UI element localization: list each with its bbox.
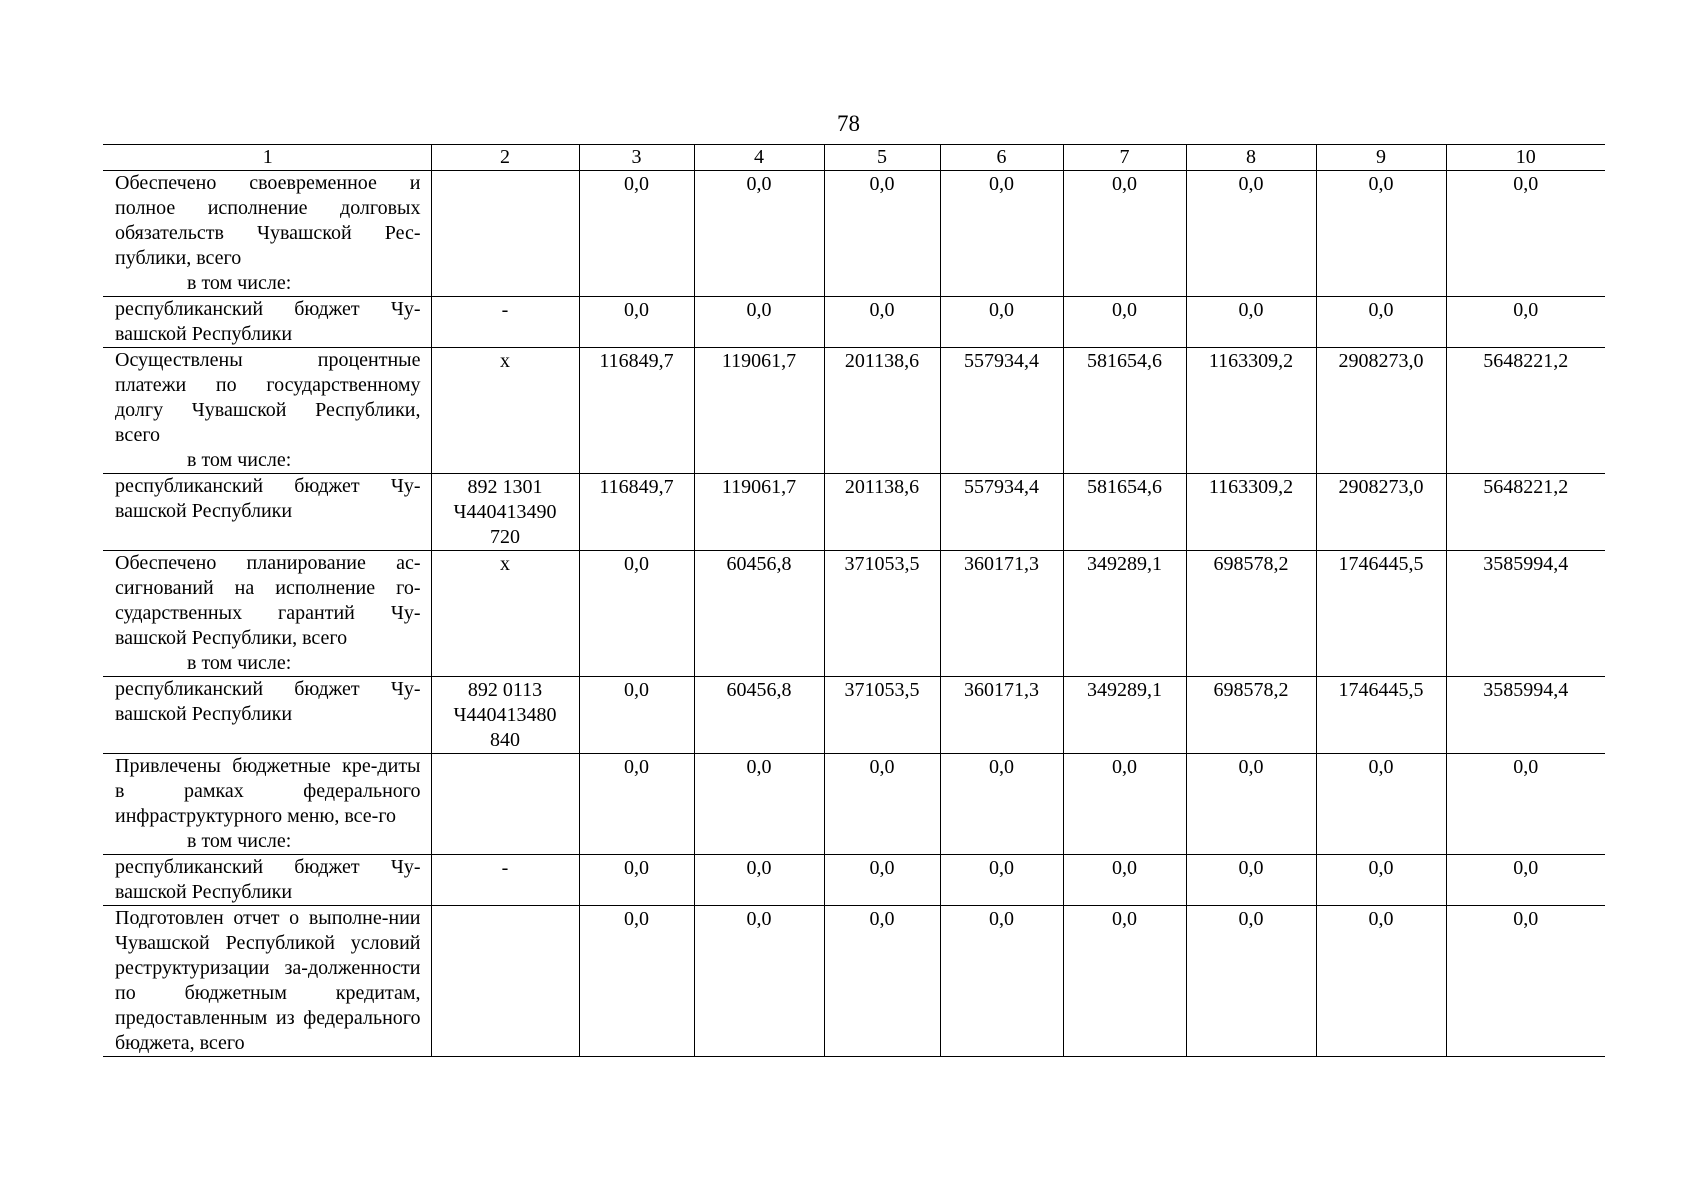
row-description: Подготовлен отчет о выполне-нии Чувашской Республикой условий реструктуризации за-долженности по бюджетным кредитам, предоставленным из федерального бюджета, всего (115, 907, 421, 1054)
value-cell: 557934,4 (940, 348, 1063, 474)
row-description: республиканский бюджет Чу-вашской Республики (115, 298, 421, 345)
value-cell: 0,0 (1063, 297, 1186, 348)
budget-code-cell: - (431, 297, 579, 348)
table-row (103, 474, 1605, 551)
row-description-cell (103, 348, 431, 474)
including-label: в том числе: (187, 272, 292, 294)
value-cell: 5648221,2 (1446, 474, 1605, 551)
value-cell: 60456,8 (694, 551, 824, 677)
value-cell: 0,0 (1063, 171, 1186, 297)
value-cell: 557934,4 (940, 474, 1063, 551)
including-label: в том числе: (187, 830, 292, 852)
value-cell: 1163309,2 (1186, 348, 1316, 474)
column-header: 1 (103, 145, 431, 171)
column-header: 6 (940, 145, 1063, 171)
value-cell: 119061,7 (694, 348, 824, 474)
row-description-cell (103, 754, 431, 855)
table-row (103, 297, 1605, 348)
value-cell: 0,0 (940, 855, 1063, 906)
column-header: 2 (431, 145, 579, 171)
value-cell: 2908273,0 (1316, 348, 1446, 474)
value-cell: 0,0 (1446, 297, 1605, 348)
value-cell: 360171,3 (940, 677, 1063, 754)
value-cell: 0,0 (579, 297, 694, 348)
value-cell: 0,0 (824, 855, 940, 906)
column-header: 3 (579, 145, 694, 171)
table-row (103, 677, 1605, 754)
row-description: республиканский бюджет Чу-вашской Республики (115, 856, 421, 903)
value-cell: 0,0 (1063, 906, 1186, 1057)
table-row (103, 348, 1605, 474)
value-cell: 0,0 (1186, 171, 1316, 297)
value-cell: 698578,2 (1186, 677, 1316, 754)
value-cell: 0,0 (1316, 754, 1446, 855)
value-cell: 201138,6 (824, 348, 940, 474)
value-cell: 371053,5 (824, 551, 940, 677)
row-description-cell (103, 677, 431, 754)
table-row (103, 171, 1605, 297)
value-cell: 0,0 (1446, 855, 1605, 906)
value-cell: 0,0 (940, 171, 1063, 297)
value-cell: 1746445,5 (1316, 677, 1446, 754)
column-header: 10 (1446, 145, 1605, 171)
value-cell: 3585994,4 (1446, 551, 1605, 677)
value-cell: 0,0 (579, 677, 694, 754)
column-header: 9 (1316, 145, 1446, 171)
row-description-cell (103, 906, 431, 1057)
including-label: в том числе: (187, 449, 292, 471)
column-number-row (103, 145, 1605, 171)
value-cell: 0,0 (824, 754, 940, 855)
value-cell: 0,0 (1316, 855, 1446, 906)
budget-code-cell: - (431, 855, 579, 906)
row-description: Обеспечено своевременное и полное исполнение долговых обязательств Чувашской Рес-публики, всего (115, 172, 421, 269)
row-description: Обеспечено планирование ас-сигнований на исполнение го-сударственных гарантий Чу-вашской Республики, всего (115, 552, 421, 649)
budget-code-cell: 892 0113 Ч440413480 840 (431, 677, 579, 754)
value-cell: 0,0 (940, 906, 1063, 1057)
value-cell: 0,0 (579, 855, 694, 906)
value-cell: 3585994,4 (1446, 677, 1605, 754)
value-cell: 201138,6 (824, 474, 940, 551)
value-cell: 0,0 (1186, 754, 1316, 855)
value-cell: 0,0 (694, 855, 824, 906)
row-description: республиканский бюджет Чу-вашской Республики (115, 475, 421, 522)
page-number: 78 (837, 111, 860, 136)
value-cell: 0,0 (824, 906, 940, 1057)
value-cell: 0,0 (1316, 171, 1446, 297)
value-cell: 116849,7 (579, 348, 694, 474)
column-header: 8 (1186, 145, 1316, 171)
value-cell: 1163309,2 (1186, 474, 1316, 551)
value-cell: 2908273,0 (1316, 474, 1446, 551)
value-cell: 0,0 (940, 754, 1063, 855)
value-cell: 0,0 (579, 906, 694, 1057)
value-cell: 0,0 (824, 297, 940, 348)
value-cell: 0,0 (579, 551, 694, 677)
row-description: республиканский бюджет Чу-вашской Республики (115, 678, 421, 725)
budget-code-cell (431, 171, 579, 297)
row-description-cell (103, 171, 431, 297)
table-row (103, 855, 1605, 906)
value-cell: 0,0 (694, 754, 824, 855)
value-cell: 0,0 (694, 171, 824, 297)
row-description-cell (103, 474, 431, 551)
row-description-cell (103, 551, 431, 677)
column-header: 4 (694, 145, 824, 171)
value-cell: 0,0 (1186, 906, 1316, 1057)
row-description-cell (103, 297, 431, 348)
budget-code-cell: x (431, 551, 579, 677)
value-cell: 581654,6 (1063, 348, 1186, 474)
value-cell: 116849,7 (579, 474, 694, 551)
budget-code-cell (431, 906, 579, 1057)
column-header: 5 (824, 145, 940, 171)
data-table (103, 144, 1605, 1057)
value-cell: 1746445,5 (1316, 551, 1446, 677)
row-description-cell (103, 855, 431, 906)
budget-code-cell (431, 754, 579, 855)
row-description: Осуществлены процентные платежи по государственному долгу Чувашской Республики, всего (115, 349, 421, 446)
value-cell: 0,0 (579, 754, 694, 855)
value-cell: 0,0 (824, 171, 940, 297)
table-row (103, 551, 1605, 677)
value-cell: 0,0 (1186, 855, 1316, 906)
including-label: в том числе: (187, 652, 292, 674)
value-cell: 0,0 (1446, 906, 1605, 1057)
table-row (103, 754, 1605, 855)
value-cell: 0,0 (1063, 855, 1186, 906)
value-cell: 0,0 (579, 171, 694, 297)
value-cell: 349289,1 (1063, 677, 1186, 754)
value-cell: 0,0 (1316, 906, 1446, 1057)
value-cell: 0,0 (1186, 297, 1316, 348)
row-description: Привлечены бюджетные кре-диты в рамках федерального инфраструктурного меню, все-го (115, 755, 421, 827)
value-cell: 0,0 (1316, 297, 1446, 348)
value-cell: 5648221,2 (1446, 348, 1605, 474)
value-cell: 0,0 (694, 297, 824, 348)
value-cell: 360171,3 (940, 551, 1063, 677)
value-cell: 0,0 (1446, 754, 1605, 855)
value-cell: 60456,8 (694, 677, 824, 754)
budget-code-cell: 892 1301 Ч440413490 720 (431, 474, 579, 551)
value-cell: 0,0 (1063, 754, 1186, 855)
budget-code-cell: x (431, 348, 579, 474)
table-row (103, 906, 1605, 1057)
value-cell: 698578,2 (1186, 551, 1316, 677)
column-header: 7 (1063, 145, 1186, 171)
value-cell: 0,0 (940, 297, 1063, 348)
value-cell: 119061,7 (694, 474, 824, 551)
value-cell: 581654,6 (1063, 474, 1186, 551)
value-cell: 0,0 (694, 906, 824, 1057)
value-cell: 0,0 (1446, 171, 1605, 297)
value-cell: 349289,1 (1063, 551, 1186, 677)
value-cell: 371053,5 (824, 677, 940, 754)
